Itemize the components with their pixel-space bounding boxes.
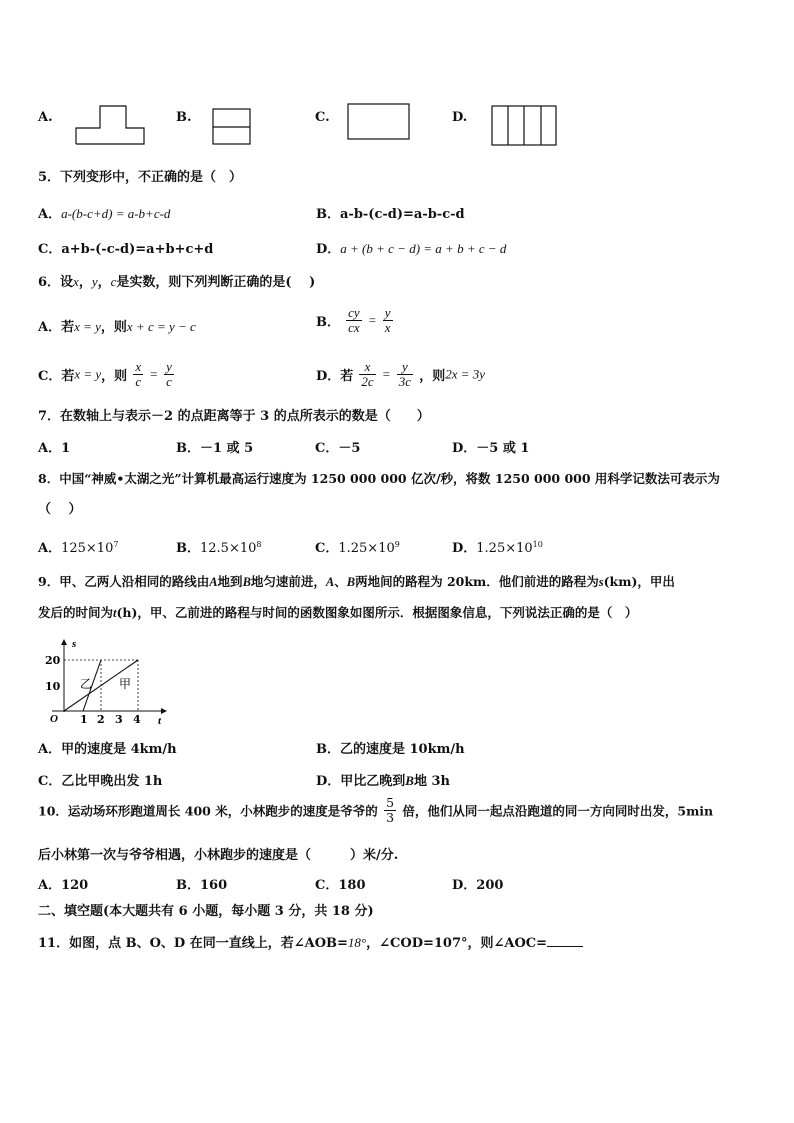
fraction: $\frac{x}{c}$ bbox=[135, 359, 142, 389]
q10-option-b: B．160 bbox=[176, 878, 228, 893]
y-axis-label: s bbox=[72, 638, 77, 650]
q7-option-c: C．－5 bbox=[315, 441, 361, 456]
q6-option-a: A．若x = y，则x + c = y − c bbox=[38, 319, 196, 335]
q5-option-a: A．a-(b-c+d) = a-b+c-d bbox=[38, 206, 171, 222]
q9-graph bbox=[42, 636, 178, 728]
q9-option-b: B．乙的速度是 10km/h bbox=[316, 742, 465, 757]
q10-option-d: D．200 bbox=[452, 878, 504, 893]
math-expression: a-b-(c-d)=a-b-c-d bbox=[340, 207, 465, 222]
section-heading: 二、填空题(本大题共有 6 小题，每小题 3 分，共 18 分) bbox=[38, 904, 374, 919]
q7-stem: 7．在数轴上与表示－2 的点距离等于 3 的点所表示的数是（ ） bbox=[38, 409, 430, 424]
q5-option-b: B．a-b-(c-d)=a-b-c-d bbox=[316, 207, 465, 222]
q6-stem: 6．设x，y，c是实数，则下列判断正确的是( ) bbox=[38, 274, 316, 290]
q5-option-c: C．a+b-(-c-d)=a+b+c+d bbox=[38, 242, 214, 257]
fraction: $\frac{x}{2c}$ bbox=[361, 359, 374, 389]
q10-option-c: C．180 bbox=[315, 878, 366, 893]
q8-option-a: A．$125\times 10^7$ bbox=[38, 540, 119, 556]
q9-option-a: A．甲的速度是 4km/h bbox=[38, 742, 177, 757]
q4-option-b bbox=[176, 110, 192, 125]
math-expression: a + (b + c − d) = a + b + c − d bbox=[340, 241, 507, 256]
q8-option-b: B．$12.5\times 10^8$ bbox=[176, 540, 262, 556]
q4-shape-c bbox=[347, 103, 411, 141]
q4-option-c bbox=[315, 110, 330, 125]
fraction: $\frac{y}{3c}$ bbox=[398, 359, 412, 389]
q6-option-d: D．若 $\frac{x}{2c}$ = $\frac{y}{3c}$ ，则2x = 3y bbox=[316, 359, 486, 389]
x-tick-2: 2 bbox=[97, 713, 105, 726]
y-tick-20: 20 bbox=[45, 654, 61, 667]
fraction: $\frac{y}{x}$ bbox=[384, 305, 391, 335]
q8-stem-line1: 8．中国“神威•太湖之光”计算机最高运行速度为 1250 000 000 亿次/秒，将数 1250 000 000 用科学记数法可表示为 bbox=[38, 471, 720, 486]
rectangle-outline bbox=[348, 104, 409, 139]
option-label: B. bbox=[176, 110, 192, 125]
q4-shape-d bbox=[491, 105, 559, 147]
option-label: D. bbox=[452, 110, 468, 125]
q6-option-c: C．若x = y，则 $\frac{x}{c}$ = $\frac{y}{c}$ bbox=[38, 359, 172, 389]
y-tick-10: 10 bbox=[45, 680, 61, 693]
q10-option-a: A．120 bbox=[38, 878, 89, 893]
q4-shape-b bbox=[212, 108, 252, 146]
q7-option-a: A．1 bbox=[38, 441, 71, 456]
fraction: $\frac{cy}{cx}$ bbox=[348, 305, 360, 335]
q6-option-b: B． $\frac{cy}{cx}$ = $\frac{y}{x}$ bbox=[316, 305, 391, 335]
q10-stem-line2: 后小林第一次与爷爷相遇，小林跑步的速度是（ ）米/分. bbox=[38, 848, 399, 863]
q4-option-a bbox=[38, 110, 53, 125]
q8-option-d: D．$1.25\times 10^{10}$ bbox=[452, 540, 543, 556]
x-tick-1: 1 bbox=[80, 713, 88, 726]
q10-stem-line1: 10．运动场环形跑道周长 400 米，小林跑步的速度是爷爷的 $\frac{5}{3}$ 倍，他们从同一起点沿跑道的同一方向同时出发，5min bbox=[38, 795, 714, 825]
option-label: A. bbox=[38, 110, 53, 125]
label-yi: 乙 bbox=[80, 677, 93, 691]
fraction: $\frac{y}{c}$ bbox=[166, 359, 172, 389]
label-jia: 甲 bbox=[119, 677, 132, 691]
q7-option-b: B．－1 或 5 bbox=[176, 441, 254, 456]
x-tick-3: 3 bbox=[115, 713, 123, 726]
q8-option-c: C．$1.25\times 10^9$ bbox=[315, 540, 400, 556]
q9-stem-line2: 发后的时间为t(h)，甲、乙前进的路程与时间的函数图象如图所示．根据图象信息，下列说法正确的是（ ） bbox=[38, 605, 638, 620]
q9-option-c: C．乙比甲晚出发 1h bbox=[38, 774, 163, 789]
fraction: $\frac{5}{3}$ bbox=[386, 795, 395, 825]
math-expression: a-(b-c+d) = a-b+c-d bbox=[61, 206, 171, 221]
x-tick-4: 4 bbox=[133, 713, 141, 726]
q7-option-d: D．－5 或 1 bbox=[452, 441, 530, 456]
q9-stem-line1: 9．甲、乙两人沿相同的路线由A地到B地匀速前进，A、B两地间的路程为 20km．他们前进的路程为s(km)，甲出 bbox=[38, 574, 675, 589]
q5-stem: 5．下列变形中，不正确的是（ ） bbox=[38, 170, 243, 185]
stepped-outline-shape bbox=[76, 106, 144, 144]
q5-option-d: D．a + (b + c − d) = a + b + c − d bbox=[316, 241, 507, 257]
q4-option-d bbox=[452, 110, 467, 125]
x-axis-label: t bbox=[158, 715, 162, 727]
answer-blank[interactable] bbox=[547, 934, 583, 947]
origin-label: O bbox=[50, 713, 58, 725]
q4-shape-a bbox=[74, 104, 146, 146]
math-expression: a+b-(-c-d)=a+b+c+d bbox=[61, 242, 214, 257]
q8-stem-line2: （ ） bbox=[38, 502, 82, 517]
option-label: C. bbox=[315, 110, 330, 125]
q11-stem: 11．如图，点 B、O、D 在同一直线上，若∠AOB=18°，∠COD=107°，则∠AOC= bbox=[38, 932, 583, 951]
q9-option-d: D．甲比乙晚到B地 3h bbox=[316, 773, 450, 789]
